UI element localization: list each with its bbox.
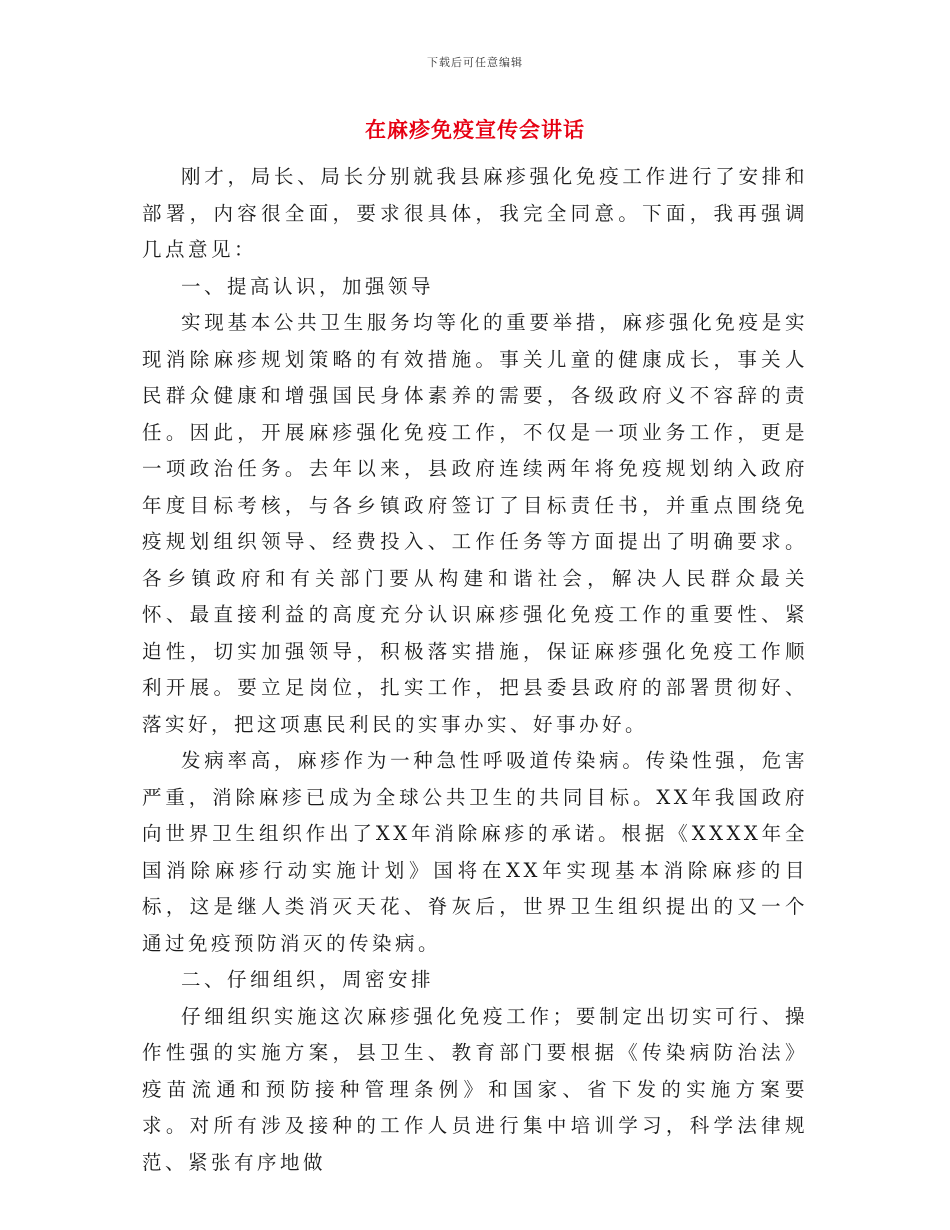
document-title: 在麻疹免疫宣传会讲话 [365, 117, 585, 142]
paragraph-section1-a: 实现基本公共卫生服务均等化的重要举措，麻疹强化免疫是实现消除麻疹规划策略的有效措施。事关儿童的健康成长，事关人民群众健康和增强国民身体素养的需要，各级政府义不容辞的责任。因此，开展麻疹强化免疫工作，不仅是一项业务工作，更是一项政治任务。去年以来，县政府连续两年将免疫规划纳入政府年度目标考核，与各乡镇政府签订了目标责任书，并重点围绕免疫规划组织领导、经费投入、工作任务等方面提出了明确要求。各乡镇政府和有关部门要从构建和谐社会，解决人民群众最关怀、最直接利益的高度充分认识麻疹强化免疫工作的重要性、紧迫性，切实加强领导，积极落实措施，保证麻疹强化免疫工作顺利开展。要立足岗位，扎实工作，把县委县政府的部署贯彻好、落实好，把这项惠民利民的实事办实、好事办好。 [142, 311, 808, 736]
paragraph-section1-b: 发病率高，麻疹作为一种急性呼吸道传染病。传染性强，危害严重，消除麻疹已成为全球公共卫生的共同目标。XX年我国政府向世界卫生组织作出了XX年消除麻疹的承诺。根据《XXXX年全国消除麻疹行动实施计划》国将在XX年实现基本消除麻疹的目标，这是继人类消灭天花、脊灰后，世界卫生组织提出的又一个通过免疫预防消灭的传染病。 [142, 749, 808, 955]
section-heading-1: 一、提高认识，加强领导 [181, 274, 435, 298]
document-body [142, 159, 808, 1181]
section-heading-2: 二、仔细组织，周密安排 [181, 968, 435, 991]
page-header-note: 下载后可任意编辑 [427, 56, 523, 69]
paragraph-section2-a: 仔细组织实施这次麻疹强化免疫工作；要制定出切实可行、操作性强的实施方案，县卫生、教育部门要根据《传染病防治法》疫苗流通和预防接种管理条例》和国家、省下发的实施方案要求。对所有涉及接种的工作人员进行集中培训学习，科学法律规范、紧张有序地做 [142, 1004, 808, 1174]
paragraph-intro: 刚才，局长、局长分别就我县麻疹强化免疫工作进行了安排和部署，内容很全面，要求很具体，我完全同意。下面，我再强调几点意见： [142, 165, 808, 261]
